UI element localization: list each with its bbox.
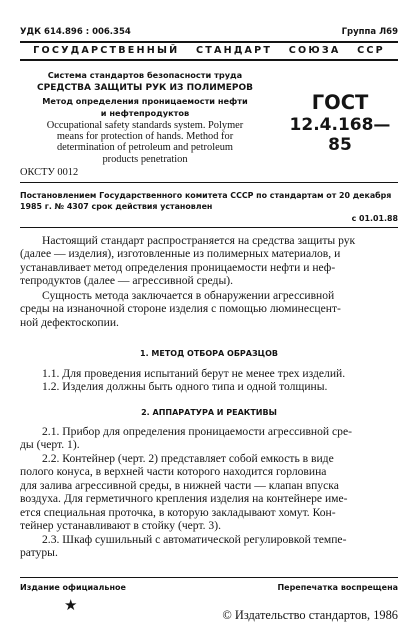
official-edition-note: Издание официальное (20, 583, 126, 592)
reprint-prohibited-note: Перепечатка воспрещена (277, 583, 398, 592)
copyright-line: © Издательство стандартов, 1986 (222, 608, 398, 622)
section-2-line: 2.1. Прибор для определения проницаемости агрессивной сре- (42, 425, 352, 438)
decree-effective-date: с 01.01.88 (351, 214, 398, 223)
section-2-line: для залива агрессивной среды, в нижней части — клапан впуска (20, 478, 339, 492)
section-1-item-2: 1.2. Изделия должны быть одного типа и одной толщины. (42, 380, 328, 394)
english-title (20, 120, 270, 165)
section-2-line: тейнер устанавливают в стойку (черт. 3). (20, 519, 221, 533)
section-2-line: ратуры. (20, 546, 58, 560)
intro-line: Сущность метода заключается в обнаружении агрессивной (42, 289, 335, 302)
method-line-1: Метод определения проницаемости нефти (42, 96, 248, 106)
section-2-item-1 (20, 425, 398, 452)
section-1-items (20, 367, 398, 394)
star-icon: ★ (64, 596, 78, 614)
decree-top-rule (20, 182, 398, 183)
intro-line: (далее — изделия), изготовленные из полимерных материалов, и (20, 247, 341, 261)
decree-line-2: 1985 г. № 4307 срок действия установлен (20, 202, 213, 211)
footer-rule (20, 577, 398, 578)
method-line-2: и нефтепродуктов (100, 108, 190, 118)
intro-line: среды на изнаночной стороне изделия с помощью люминесцент- (20, 302, 341, 316)
section-1-item-1: 1.1. Для проведения испытаний берут не менее трех изделий. (42, 367, 346, 380)
english-line-3: determination of petroleum and petroleum (56, 142, 233, 154)
document-title: СРЕДСТВА ЗАЩИТЫ РУК ИЗ ПОЛИМЕРОВ (37, 83, 253, 93)
section-2-line: полого конуса, в верхней части которого находится горловина (20, 465, 327, 479)
intro-line: устанавливает метод определения проницаемости нефти и неф- (20, 260, 336, 274)
banner-rule (20, 59, 398, 61)
state-standard-banner: ГОСУДАРСТВЕННЫЙ СТАНДАРТ СОЮЗА ССР (33, 45, 385, 56)
top-rule (20, 41, 398, 43)
section-1-heading: 1. МЕТОД ОТБОРА ОБРАЗЦОВ (140, 349, 278, 358)
group-code: Группа Л69 (341, 27, 398, 37)
decree-line-1: Постановлением Государственного комитета СССР по стандартам от 20 декабря (20, 191, 392, 200)
section-2-heading: 2. АППАРАТУРА И РЕАКТИВЫ (141, 408, 277, 417)
intro-line: Настоящий стандарт распространяется на средства защиты рук (42, 234, 356, 247)
english-line-1: Occupational safety standards system. Polymer (46, 120, 244, 131)
okstu-code: ОКСТУ 0012 (20, 167, 79, 178)
section-2-line: ды (черт. 1). (20, 438, 80, 452)
section-2-line: 2.3. Шкаф сушильный с автоматической регулировкой темпе- (42, 533, 347, 546)
section-2-item-3 (20, 533, 398, 560)
udk-code: УДК 614.896 : 006.354 (20, 27, 131, 37)
section-2-line: воздуха. Для герметичного крепления изделия на контейнере име- (20, 492, 348, 506)
decree-text (20, 190, 398, 212)
section-2-line: 2.2. Контейнер (черт. 2) представляет собой емкость в виде (42, 452, 334, 465)
system-line: Система стандартов безопасности труда (47, 70, 243, 80)
intro-line: тепродуктов (далее — агрессивной среды). (20, 274, 234, 288)
section-2-item-2 (20, 452, 398, 532)
gost-number: 12.4.168—85 (289, 115, 391, 155)
intro-paragraph-2 (20, 289, 398, 329)
english-line-2: means for protection of hands. Method for (56, 131, 234, 143)
section-2-line: ется специальная проточка, в которую закладывают хомут. Кон- (20, 505, 336, 519)
english-line-4: products penetration (102, 153, 188, 165)
gost-label: ГОСТ (311, 91, 369, 114)
intro-line: ной дефектоскопии. (20, 315, 119, 329)
intro-paragraph-1 (20, 234, 398, 288)
decree-bottom-rule (20, 227, 398, 228)
